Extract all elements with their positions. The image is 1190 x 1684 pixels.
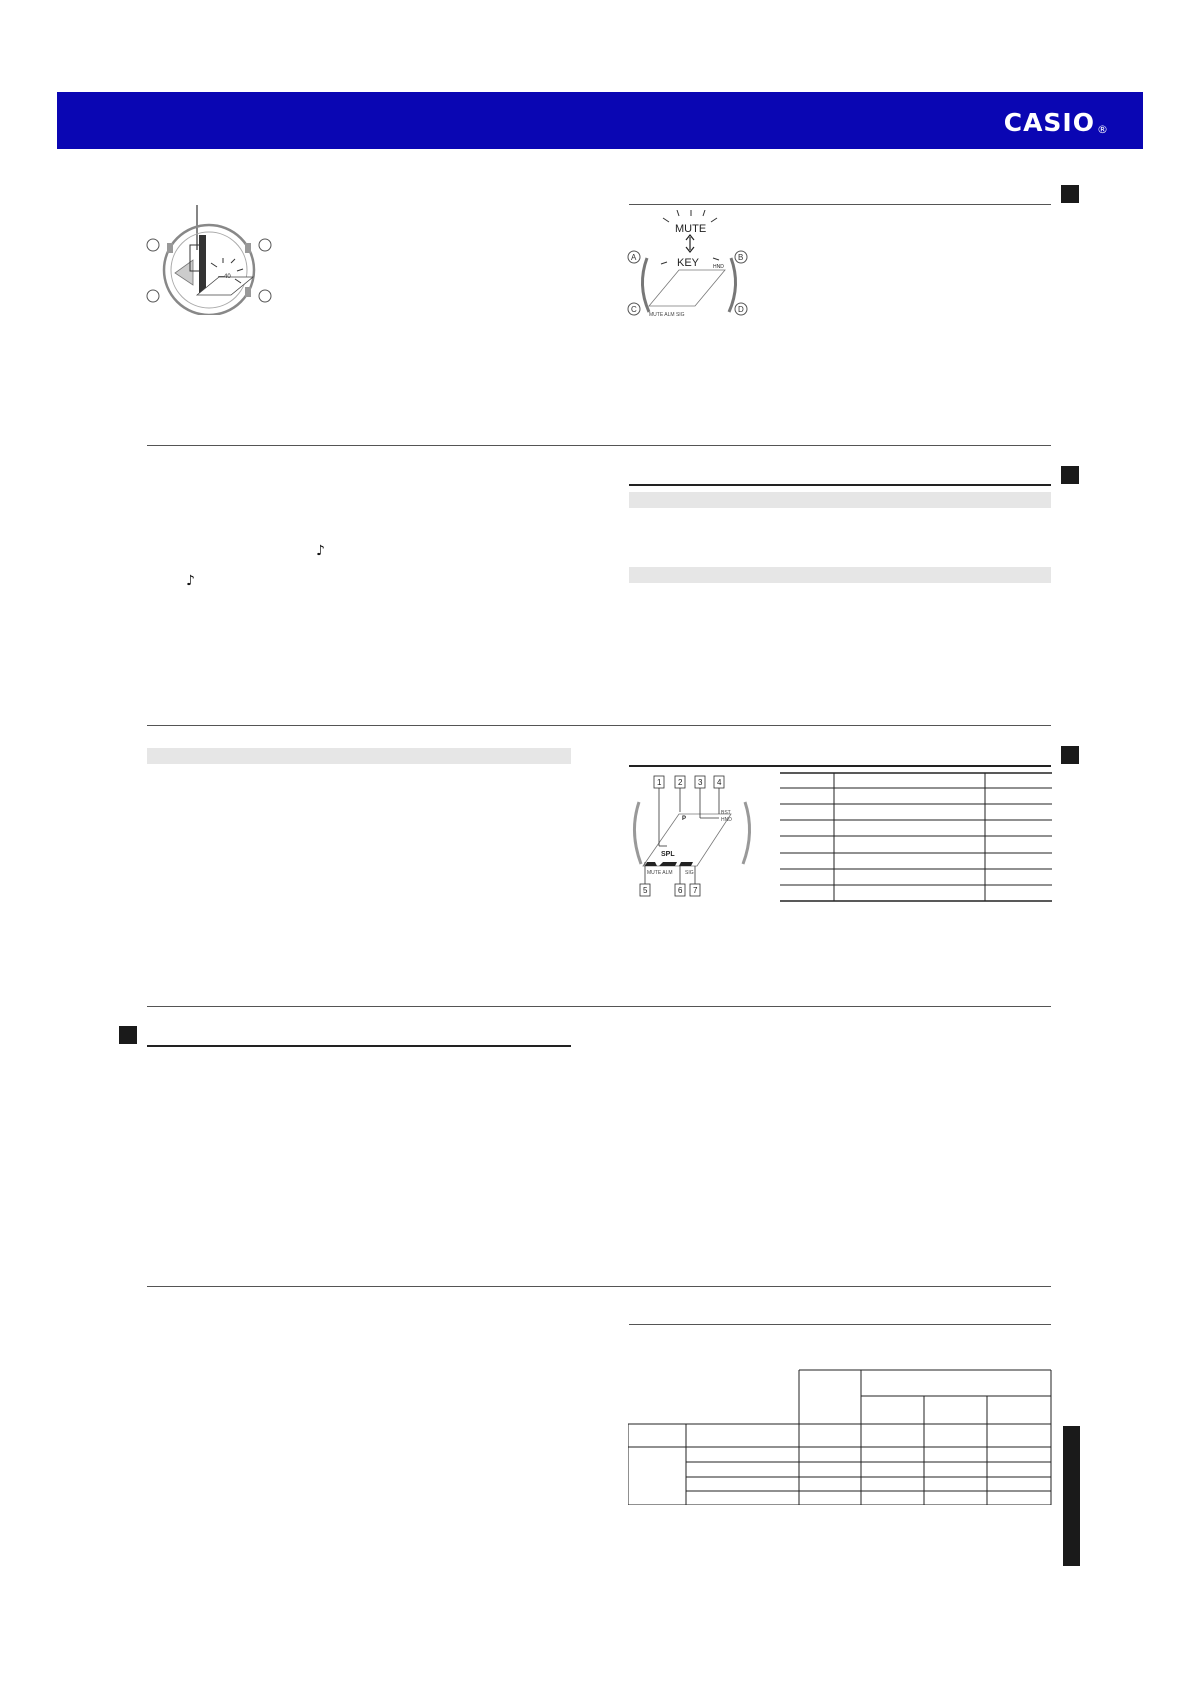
callout-number: 1 — [657, 778, 662, 787]
button-label: B — [738, 253, 744, 262]
header-bar — [57, 92, 1143, 149]
indicator-label: HND — [721, 817, 732, 823]
indicator-label: BST — [721, 810, 731, 816]
music-note-icon: ♪ — [186, 573, 195, 589]
watch-illustration-right — [627, 210, 757, 320]
music-note-icon: ♪ — [316, 543, 325, 559]
indicator-label: SIG — [685, 870, 694, 876]
subheading-band — [629, 492, 1051, 508]
language-tab — [1063, 1426, 1080, 1566]
callout-number: 2 — [678, 778, 683, 787]
bottom-table — [628, 1369, 1052, 1505]
indicator-label: SPL — [661, 851, 675, 858]
subheading-band — [147, 748, 571, 764]
callout-number: 5 — [643, 886, 648, 895]
section-divider — [147, 1006, 1051, 1007]
button-label: C — [631, 305, 637, 314]
heading-underline — [629, 484, 1051, 486]
callout-number: 3 — [698, 778, 703, 787]
display-mute-text: MUTE — [675, 223, 707, 235]
button-label: D — [738, 305, 744, 314]
display-side-text: HND — [713, 264, 724, 270]
indicator-label: MUTE ALM — [647, 870, 673, 876]
section-divider — [147, 725, 1051, 726]
section-marker — [119, 1026, 137, 1044]
section-divider — [147, 445, 1051, 446]
display-key-text: KEY — [677, 257, 700, 269]
section-marker — [1061, 466, 1079, 484]
callout-number: 6 — [678, 886, 683, 895]
watch-illustration-left — [145, 205, 275, 315]
section-marker — [1061, 746, 1079, 764]
button-label: A — [631, 253, 637, 262]
registered-mark: ® — [1097, 123, 1109, 136]
brand-name: CASIO — [1003, 108, 1095, 137]
svg-text:—40: —40 — [218, 274, 231, 280]
indicator-label: P — [682, 816, 687, 822]
callout-number: 4 — [717, 778, 722, 787]
indicator-table — [780, 772, 1052, 902]
section-marker — [1061, 185, 1079, 203]
section-divider — [147, 1286, 1051, 1287]
heading-underline — [629, 765, 1051, 767]
heading-underline — [629, 204, 1051, 205]
casio-logo — [1004, 110, 1109, 135]
heading-underline — [147, 1045, 571, 1047]
subheading-band — [629, 567, 1051, 583]
display-caption: MUTE ALM SIG — [649, 312, 685, 318]
indicator-diagram — [627, 774, 757, 900]
callout-number: 7 — [693, 886, 698, 895]
heading-underline — [629, 1324, 1051, 1325]
